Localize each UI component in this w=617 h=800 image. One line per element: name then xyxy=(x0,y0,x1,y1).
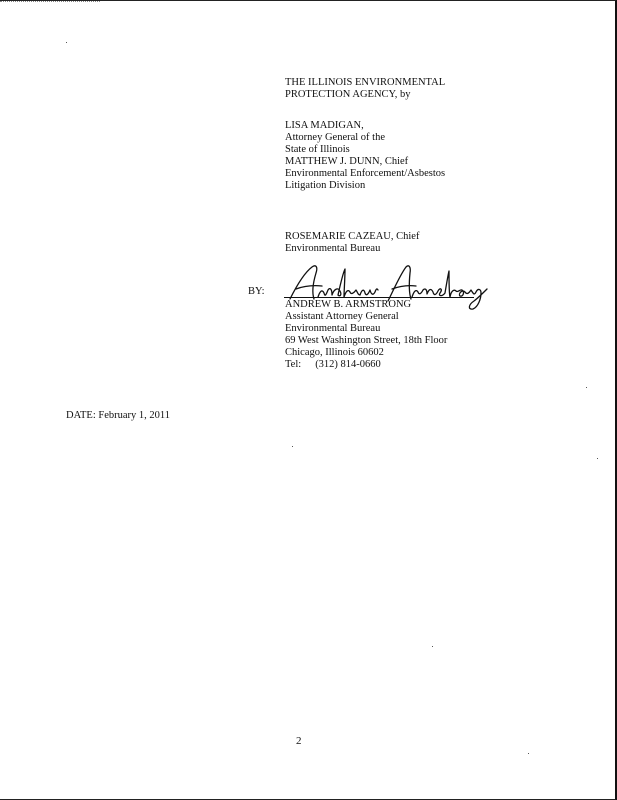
agency-line: PROTECTION AGENCY, by xyxy=(285,89,411,100)
ag-line: State of Illinois xyxy=(285,144,350,155)
ag-line: Environmental Enforcement/Asbestos xyxy=(285,168,446,179)
ag-line: LISA MADIGAN, xyxy=(285,120,364,131)
signer-line: Assistant Attorney General xyxy=(285,311,399,322)
scan-speck xyxy=(528,753,529,754)
scan-speck xyxy=(292,446,293,447)
scan-speck xyxy=(432,646,433,647)
signer-line: Chicago, Illinois 60602 xyxy=(285,347,384,358)
attorney-general-block xyxy=(285,120,585,192)
signer-line: Environmental Bureau xyxy=(285,323,381,334)
bureau-line: ROSEMARIE CAZEAU, Chief xyxy=(285,231,420,242)
date-label: DATE: xyxy=(66,410,96,421)
by-label: BY: xyxy=(248,286,265,297)
ag-line: Attorney General of the xyxy=(285,132,386,143)
signer-telephone xyxy=(285,359,585,371)
date-line xyxy=(66,410,170,421)
page-number: 2 xyxy=(296,735,302,747)
scan-speck xyxy=(597,458,598,459)
ag-line: MATTHEW J. DUNN, Chief xyxy=(285,156,409,167)
ag-line: Litigation Division xyxy=(285,180,366,191)
bureau-line: Environmental Bureau xyxy=(285,243,381,254)
signature-line xyxy=(284,297,474,298)
agency-line: THE ILLINOIS ENVIRONMENTAL xyxy=(285,77,446,88)
agency-block xyxy=(285,77,585,101)
tel-label: Tel: xyxy=(285,359,302,370)
scan-speck xyxy=(66,42,67,43)
signer-line: 69 West Washington Street, 18th Floor xyxy=(285,335,448,346)
signer-block xyxy=(285,299,585,371)
scan-speck xyxy=(586,387,587,388)
bureau-block xyxy=(285,231,585,255)
signer-line: ANDREW B. ARMSTRONG xyxy=(285,299,412,310)
date-value: February 1, 2011 xyxy=(98,410,171,421)
scan-header-artifact xyxy=(0,1,100,4)
tel-number: (312) 814-0660 xyxy=(315,359,381,370)
